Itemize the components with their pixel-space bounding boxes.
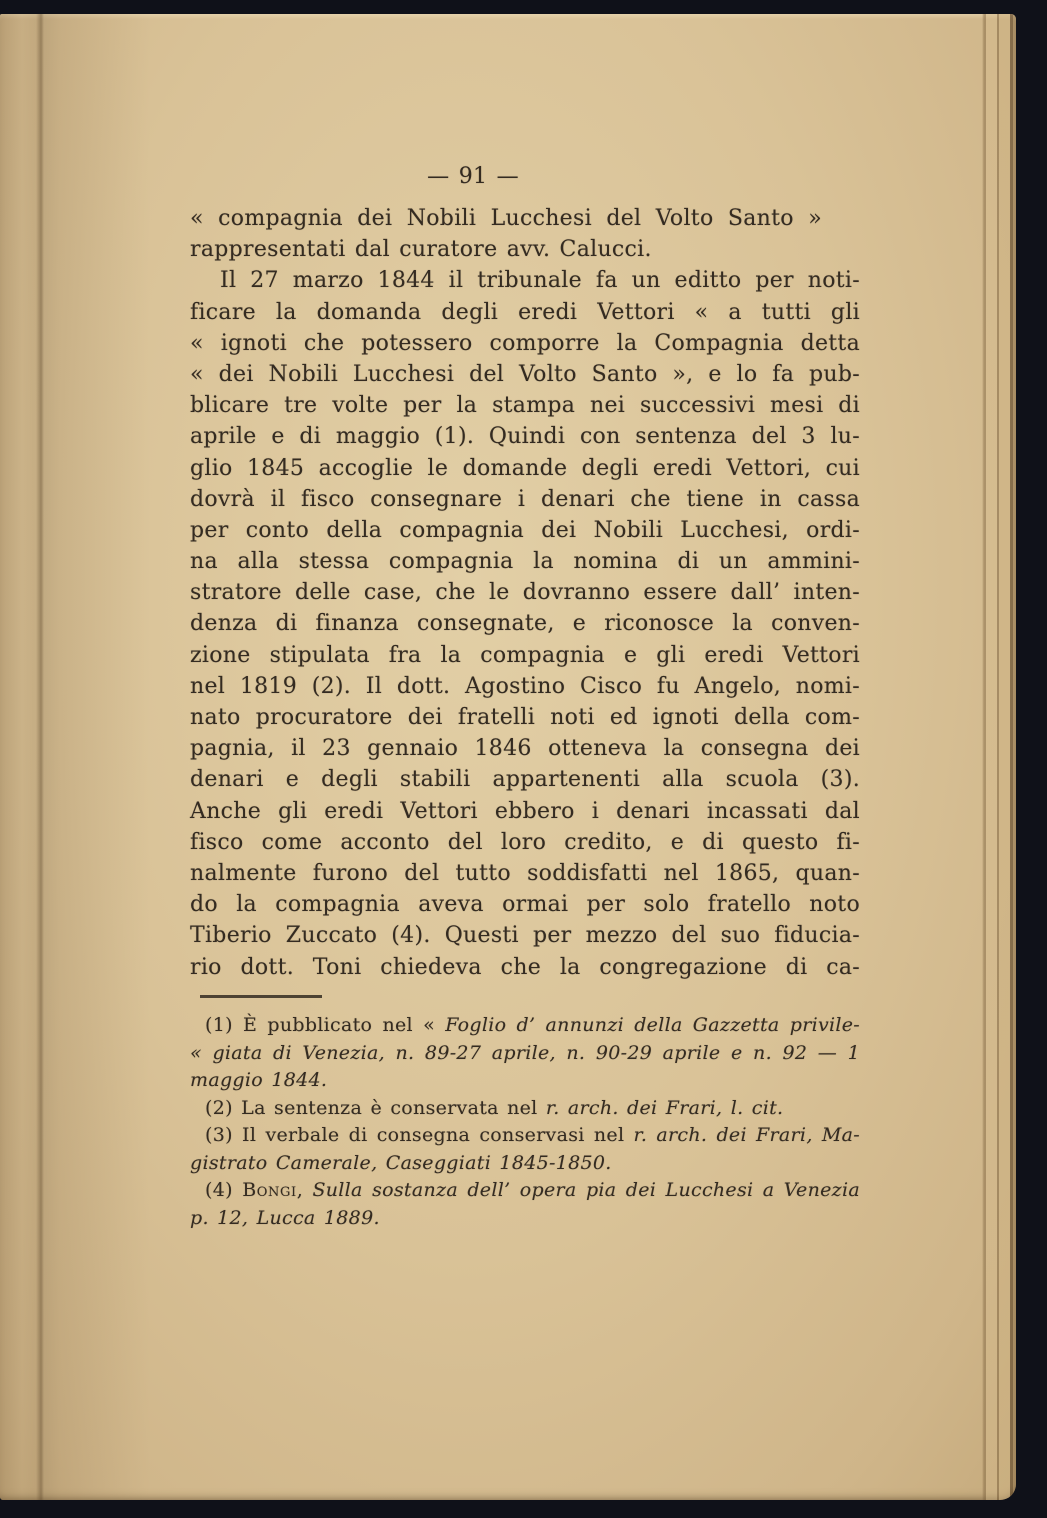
body-line: aprile e di maggio (1). Quindi con sentenza del 3 lu- bbox=[190, 424, 860, 450]
body-line: rappresentati dal curatore avv. Calucci. bbox=[190, 237, 652, 263]
body-line: blicare tre volte per la stampa nei successivi mesi di bbox=[190, 393, 860, 419]
body-line: Anche gli eredi Vettori ebbero i denari incassati dal bbox=[190, 798, 860, 824]
footnote-line bbox=[190, 1095, 860, 1123]
footnote-text-run: Foglio d’ annunzi della Gazzetta privile- bbox=[445, 1014, 861, 1036]
page-stack-edges bbox=[982, 14, 1016, 1500]
body-line: nel 1819 (2). Il dott. Agostino Cisco fu Angelo, nomi- bbox=[190, 673, 860, 699]
footnote-text-run: gistrato Camerale, Caseggiati 1845-1850. bbox=[190, 1151, 612, 1174]
footnote-line bbox=[190, 1205, 860, 1233]
footnote-text-run: r. arch. dei Frari, l. cit. bbox=[545, 1096, 784, 1119]
body-line: denza di finanza consegnate, e riconosce la conven- bbox=[190, 611, 860, 637]
body-line: fisco come acconto del loro credito, e di questo fi- bbox=[190, 829, 860, 855]
body-line: pagnia, il 23 gennaio 1846 otteneva la consegna dei bbox=[190, 736, 860, 762]
footnote-text-run: « giata di Venezia, n. 89-27 aprile, n. 90-29 aprile e n. 92 — 1 bbox=[190, 1041, 860, 1064]
body-line: « ignoti che potessero comporre la Compagnia detta bbox=[190, 330, 860, 356]
binding-gutter-shadow bbox=[0, 14, 160, 1500]
page-number: — 91 — bbox=[427, 164, 519, 189]
body-line: Tiberio Zuccato (4). Questi per mezzo del suo fiducia- bbox=[190, 923, 860, 949]
footnote-line bbox=[190, 1122, 860, 1150]
body-line: do la compagnia aveva ormai per solo fratello noto bbox=[190, 892, 860, 918]
footnote-text-run: p. 12, Lucca 1889. bbox=[190, 1206, 380, 1229]
body-line: dovrà il fisco consegnare i denari che tiene in cassa bbox=[190, 486, 860, 512]
body-line: zione stipulata fra la compagnia e gli eredi Vettori bbox=[190, 642, 860, 668]
body-line: ficare la domanda degli eredi Vettori « a tutti gli bbox=[190, 299, 860, 325]
body-line: nato procuratore dei fratelli noti ed ignoti della com- bbox=[190, 705, 860, 730]
body-line: na alla stessa compagnia la nomina di un ammini- bbox=[190, 549, 860, 575]
footnote-line bbox=[190, 1012, 860, 1040]
footnote-line bbox=[190, 1040, 860, 1068]
body-line: « dei Nobili Lucchesi del Volto Santo », e lo fa pub- bbox=[190, 361, 860, 387]
body-line: rio dott. Toni chiedeva che la congregazione di ca- bbox=[190, 954, 860, 980]
footnote-line bbox=[190, 1177, 860, 1205]
footnote-text-run: maggio 1844. bbox=[190, 1069, 328, 1091]
body-line: Il 27 marzo 1844 il tribunale fa un editto per noti- bbox=[220, 268, 860, 294]
body-line: denari e degli stabili appartenenti alla scuola (3). bbox=[190, 767, 860, 793]
body-line: glio 1845 accoglie le domande degli eredi Vettori, cui bbox=[190, 455, 860, 481]
body-line: « compagnia dei Nobili Lucchesi del Volto Santo » bbox=[190, 206, 822, 231]
footnote-text-run: r. arch. dei Frari, Ma- bbox=[633, 1124, 860, 1146]
footnote-text-run: , bbox=[296, 1179, 313, 1201]
footnote-text-run: Sulla sostanza dell’ opera pia dei Lucchesi a Venezia bbox=[312, 1179, 860, 1201]
footnote-line bbox=[190, 1067, 860, 1095]
footnotes bbox=[190, 1012, 860, 1232]
body-line: stratore delle case, che le dovranno essere dall’ inten- bbox=[190, 580, 860, 606]
footnote-line bbox=[190, 1150, 860, 1178]
footnote-text-run: Bongi bbox=[242, 1179, 297, 1201]
body-line: per conto della compagnia dei Nobili Lucchesi, ordi- bbox=[190, 517, 860, 543]
footnote-text-run: (4) bbox=[205, 1179, 243, 1201]
body-text bbox=[190, 203, 860, 983]
footnote-separator-rule bbox=[200, 995, 322, 998]
footnote-text-run: (3) Il verbale di consegna conservasi nel bbox=[205, 1124, 634, 1146]
body-line: nalmente furono del tutto soddisfatti nel 1865, quan- bbox=[190, 860, 860, 886]
footnote-text-run: (2) La sentenza è conservata nel bbox=[205, 1096, 546, 1119]
footnote-text-run: (1) È pubblicato nel « bbox=[205, 1014, 446, 1036]
